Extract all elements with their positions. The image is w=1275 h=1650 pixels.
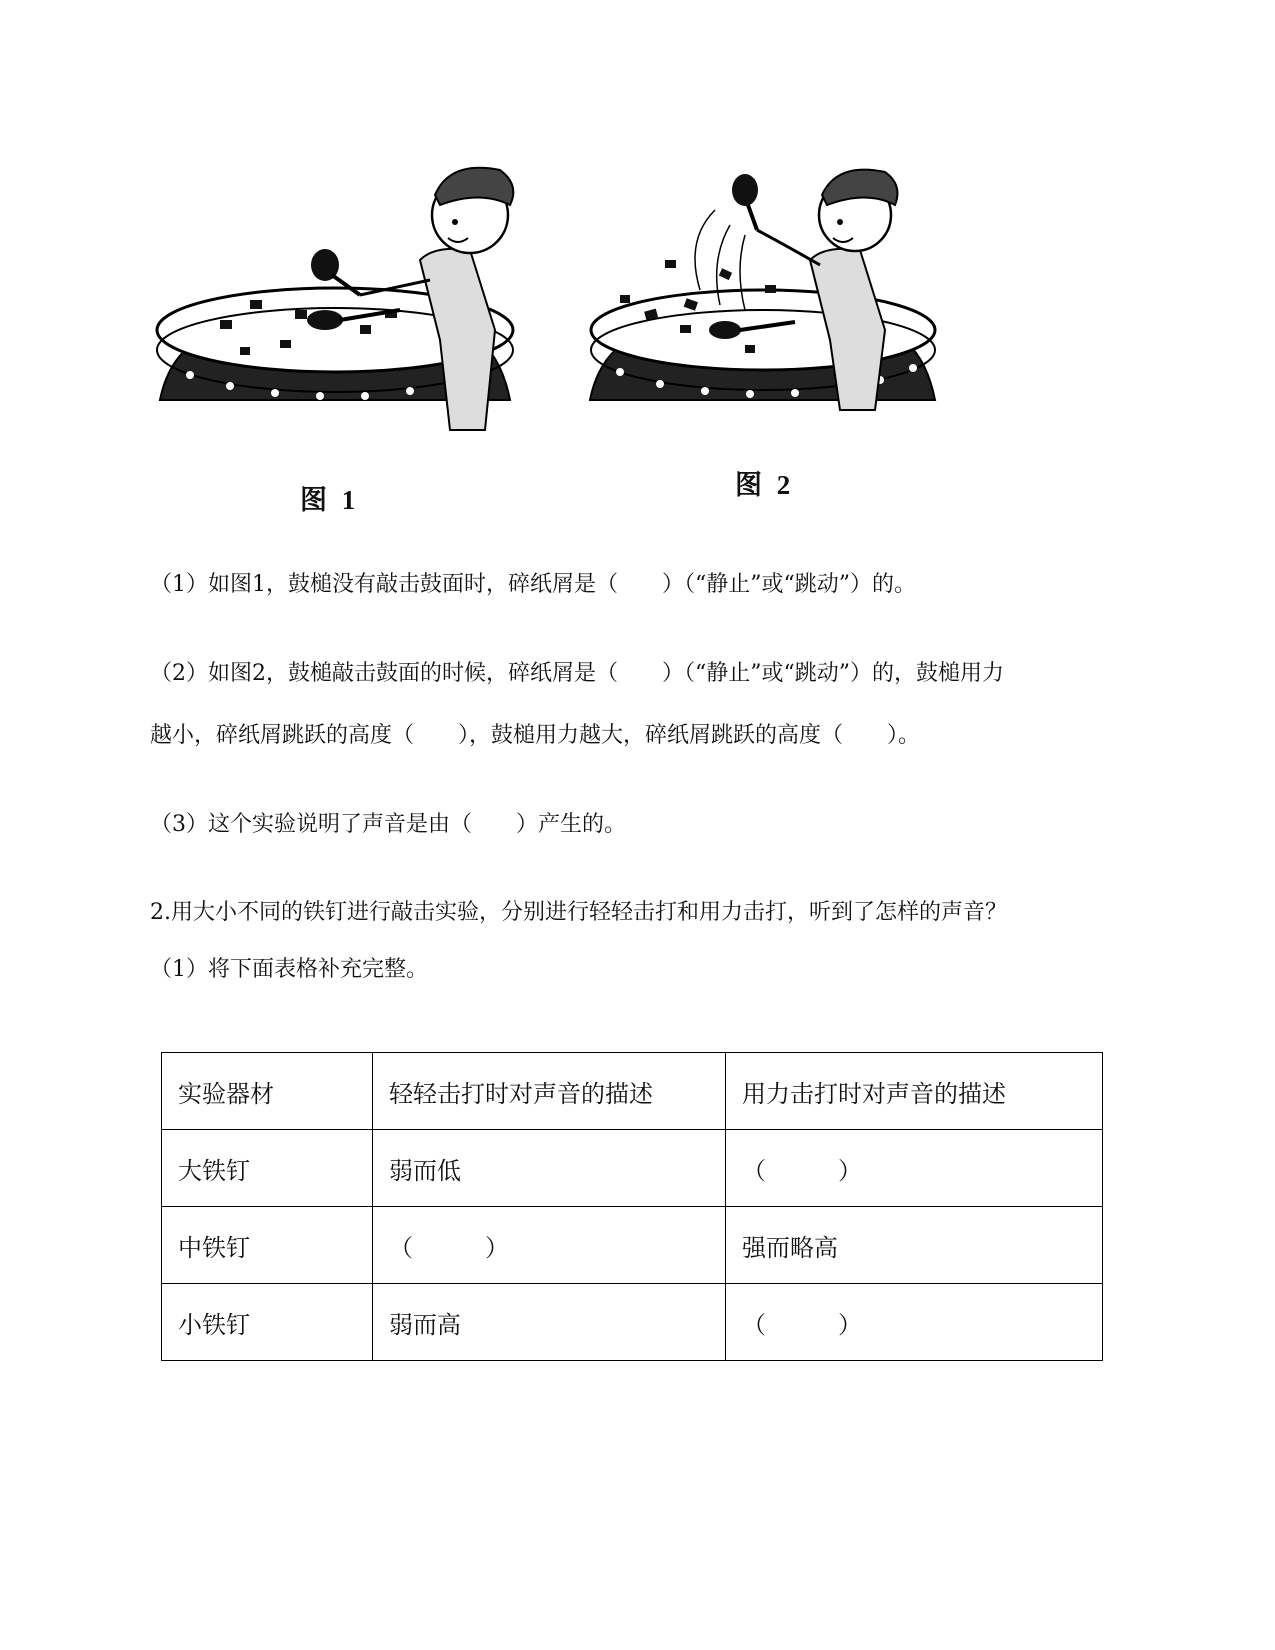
table-cell: 弱而低 [373,1130,726,1207]
table-cell: 大铁钉 [162,1130,373,1207]
table-header-cell: 实验器材 [162,1053,373,1130]
question-1-2-line2: 越小，碎纸屑跳跃的高度（ ），鼓槌用力越大，碎纸屑跳跃的高度（ ）。 [150,723,921,748]
answer-table [161,1052,1103,1361]
table-cell: 强而略高 [726,1207,1103,1284]
question-2-1: （1）将下面表格补充完整。 [150,957,428,982]
table-cell: 弱而高 [373,1284,726,1361]
question-2: 2.用大小不同的铁钉进行敲击实验，分别进行轻轻击打和用力击打，听到了怎样的声音？ [150,900,1007,925]
question-1-1: （1）如图1，鼓槌没有敲击鼓面时，碎纸屑是（ ）（“静止”或“跳动”）的。 [150,572,916,597]
table-cell-blank[interactable]: （ ） [726,1130,1103,1207]
table-header-row [162,1053,1103,1130]
table-header-cell: 用力击打时对声音的描述 [726,1053,1103,1130]
figure-1-caption: 图 1 [300,485,360,515]
figure-2-caption: 图 2 [735,470,795,500]
table-cell-blank[interactable]: （ ） [726,1284,1103,1361]
figure-1-drum-illustration [150,150,530,450]
table-header-cell: 轻轻击打时对声音的描述 [373,1053,726,1130]
table-cell: 小铁钉 [162,1284,373,1361]
table-row [162,1130,1103,1207]
table-row [162,1284,1103,1361]
table-cell-blank[interactable]: （ ） [373,1207,726,1284]
question-1-2-line1: （2）如图2，鼓槌敲击鼓面的时候，碎纸屑是（ ）（“静止”或“跳动”）的，鼓槌用力 [150,661,1004,686]
question-1-3: （3）这个实验说明了声音是由（ ）产生的。 [150,812,626,837]
table-row [162,1207,1103,1284]
table-cell: 中铁钉 [162,1207,373,1284]
figure-2-drum-illustration [585,150,945,440]
